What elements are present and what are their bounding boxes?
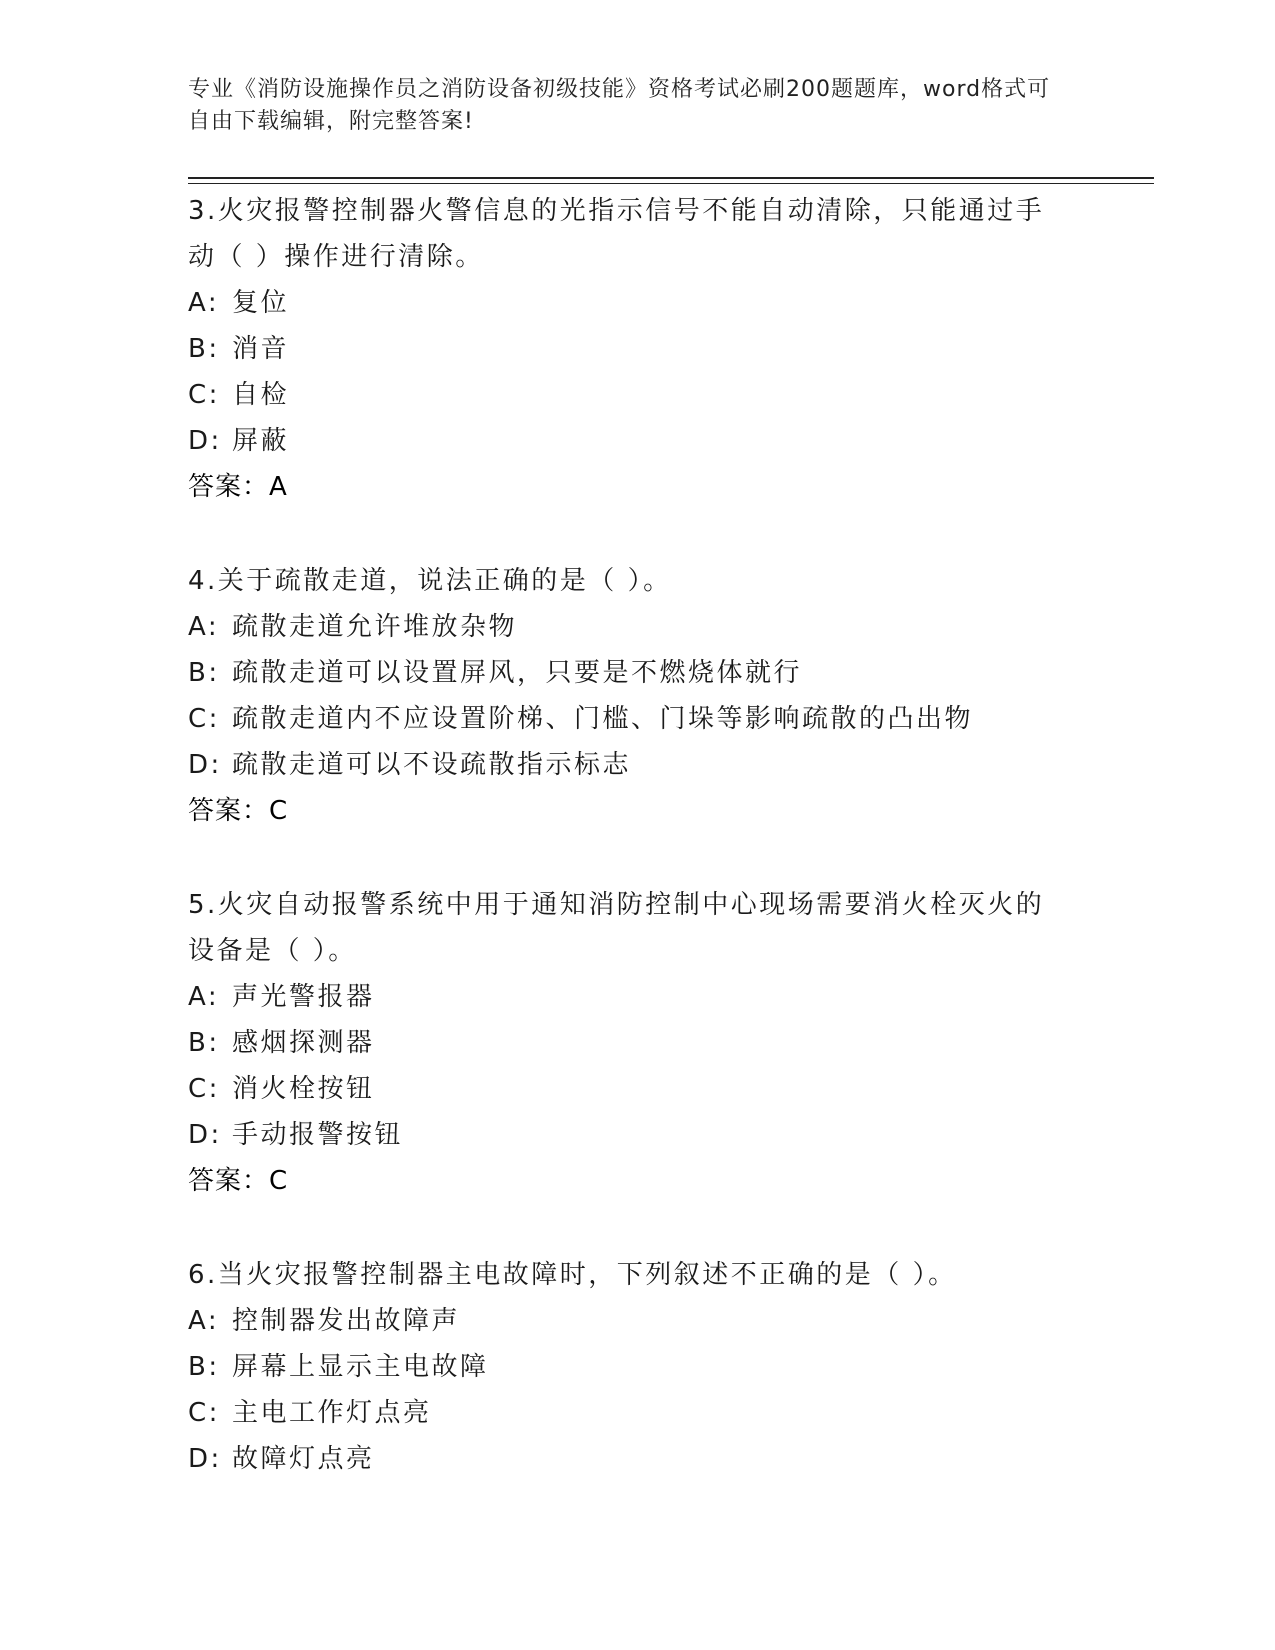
option-letter: A:	[188, 288, 220, 318]
option-letter: B:	[188, 658, 220, 688]
answer-line: 答案：C	[188, 796, 289, 826]
question-3	[188, 188, 1068, 510]
option-letter: C:	[188, 1074, 220, 1104]
option-a	[188, 280, 1068, 326]
option-letter: C:	[188, 380, 220, 410]
option-a	[188, 604, 1068, 650]
option-text: 消音	[232, 334, 290, 364]
option-c	[188, 696, 1068, 742]
option-d	[188, 418, 1068, 464]
option-b	[188, 1020, 1068, 1066]
question-text: 4.关于疏散走道，说法正确的是（ ）。	[188, 566, 672, 596]
header-divider-thick	[188, 177, 1154, 179]
question-6	[188, 1252, 1068, 1482]
option-text: 自检	[232, 380, 290, 410]
option-letter: B:	[188, 334, 220, 364]
option-d	[188, 1436, 1068, 1482]
option-text: 疏散走道可以设置屏风，只要是不燃烧体就行	[232, 658, 803, 688]
option-letter: D:	[188, 1120, 222, 1150]
option-a	[188, 974, 1068, 1020]
option-letter: B:	[188, 1352, 220, 1382]
header-divider-thin	[188, 183, 1154, 184]
option-text: 故障灯点亮	[232, 1444, 375, 1474]
question-4	[188, 558, 1068, 834]
option-c	[188, 1066, 1068, 1112]
option-b	[188, 326, 1068, 372]
option-b	[188, 1344, 1068, 1390]
option-letter: A:	[188, 982, 220, 1012]
option-d	[188, 1112, 1068, 1158]
option-text: 手动报警按钮	[232, 1120, 404, 1150]
option-text: 疏散走道允许堆放杂物	[232, 612, 518, 642]
option-a	[188, 1298, 1068, 1344]
option-text: 疏散走道内不应设置阶梯、门槛、门垛等影响疏散的凸出物	[232, 704, 974, 734]
option-d	[188, 742, 1068, 788]
option-text: 控制器发出故障声	[232, 1306, 461, 1336]
option-letter: A:	[188, 1306, 220, 1336]
option-letter: D:	[188, 1444, 222, 1474]
option-text: 屏幕上显示主电故障	[232, 1352, 489, 1382]
option-text: 消火栓按钮	[232, 1074, 375, 1104]
option-text: 声光警报器	[232, 982, 375, 1012]
option-letter: B:	[188, 1028, 220, 1058]
option-letter: D:	[188, 750, 222, 780]
option-text: 复位	[232, 288, 290, 318]
option-b	[188, 650, 1068, 696]
question-text: 3.火灾报警控制器火警信息的光指示信号不能自动清除，只能通过手动（ ）操作进行清除。	[188, 196, 1045, 272]
question-text: 6.当火灾报警控制器主电故障时，下列叙述不正确的是（ ）。	[188, 1260, 957, 1290]
option-letter: C:	[188, 704, 220, 734]
option-text: 疏散走道可以不设疏散指示标志	[232, 750, 632, 780]
option-letter: D:	[188, 426, 222, 456]
question-text: 5.火灾自动报警系统中用于通知消防控制中心现场需要消火栓灭火的设备是（ ）。	[188, 890, 1045, 966]
option-text: 主电工作灯点亮	[232, 1398, 432, 1428]
option-c	[188, 372, 1068, 418]
option-c	[188, 1390, 1068, 1436]
question-list	[188, 188, 1068, 1530]
answer-line: 答案：C	[188, 1166, 289, 1196]
question-5	[188, 882, 1068, 1204]
option-text: 屏蔽	[232, 426, 290, 456]
option-letter: A:	[188, 612, 220, 642]
option-text: 感烟探测器	[232, 1028, 375, 1058]
answer-line: 答案：A	[188, 472, 288, 502]
option-letter: C:	[188, 1398, 220, 1428]
document-intro: 专业《消防设施操作员之消防设备初级技能》资格考试必刷200题题库，word格式可自由下载编辑，附完整答案!	[188, 77, 1051, 134]
